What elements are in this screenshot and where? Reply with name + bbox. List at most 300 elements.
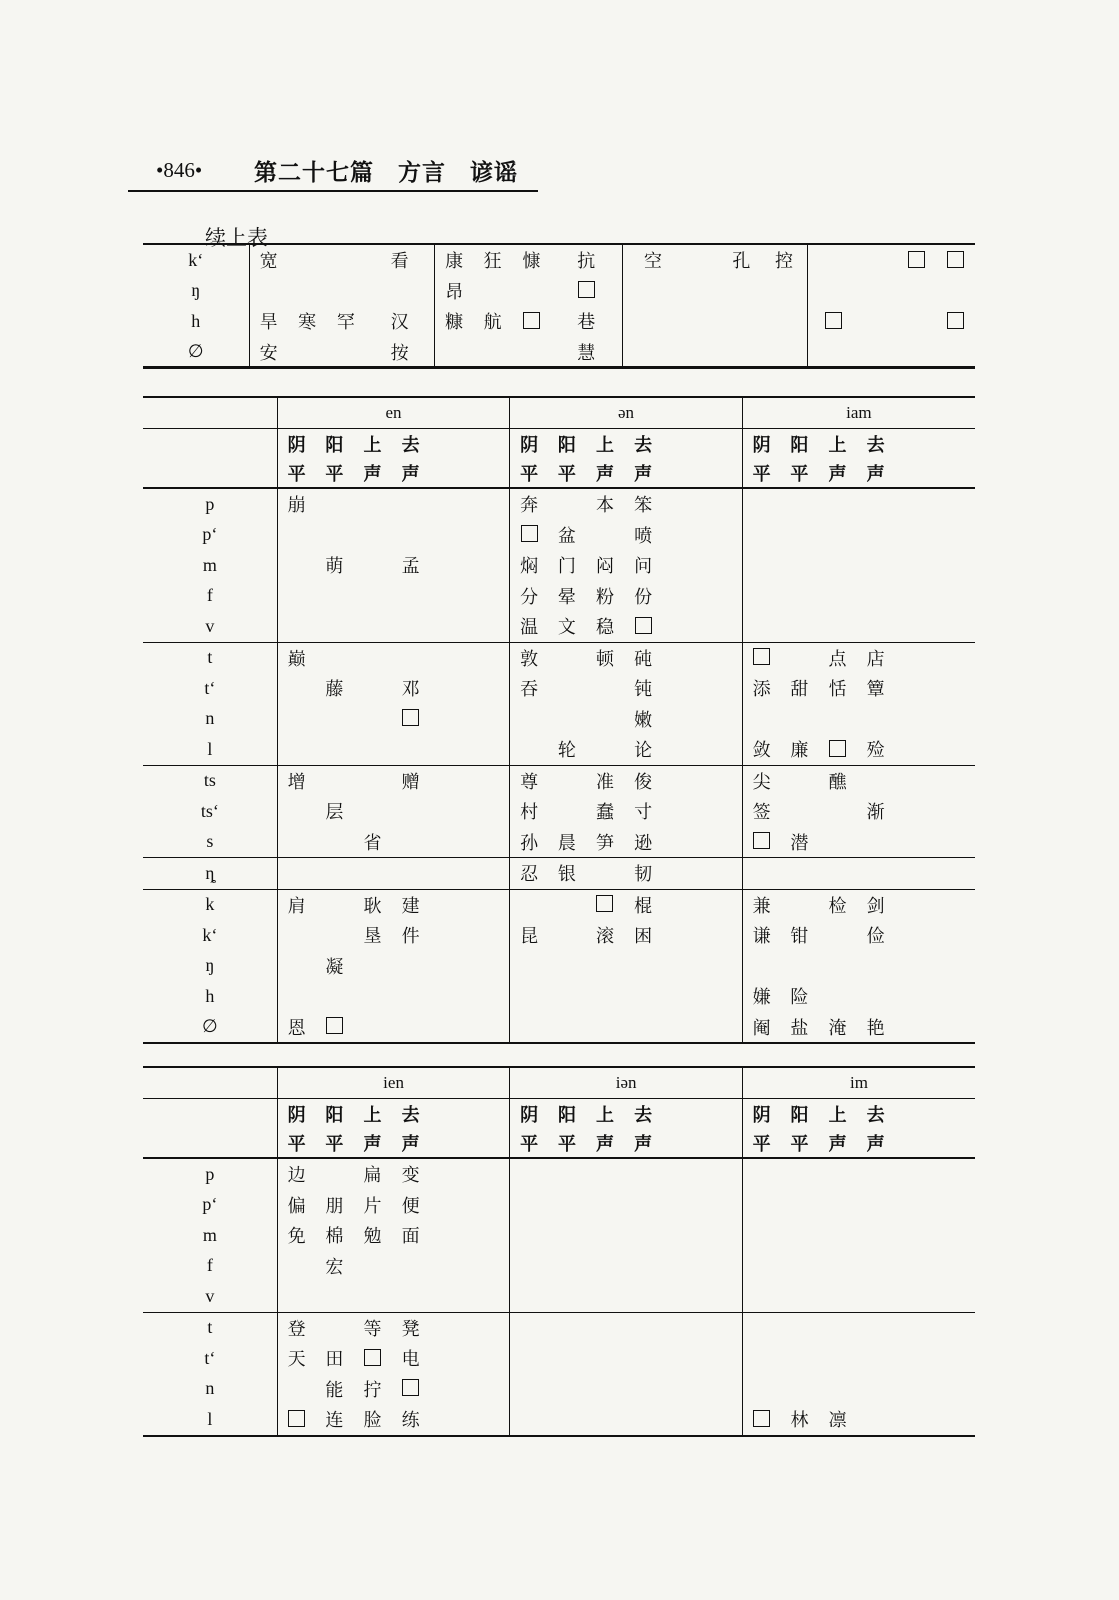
- tone-label-row: [143, 458, 975, 488]
- initial-label: p: [143, 1158, 277, 1190]
- table-cell: [780, 1190, 818, 1221]
- table-cell: [315, 858, 353, 890]
- spacer-cell: [662, 1281, 742, 1312]
- table-cell: 垦: [363, 926, 382, 948]
- final-header: im: [742, 1067, 975, 1099]
- table-cell: 滚: [595, 926, 614, 948]
- table-cell: [548, 920, 586, 951]
- tone-label: 去: [634, 434, 653, 456]
- missing-char-box: [326, 1017, 343, 1034]
- table-row: [143, 642, 975, 673]
- initial-label: m: [143, 1220, 277, 1251]
- tone-label: 阳: [557, 434, 576, 456]
- tone-label: 平: [548, 1128, 586, 1158]
- table-cell: 棉: [325, 1226, 344, 1248]
- table-cell: 奔: [520, 495, 539, 517]
- table-cell: 簟: [866, 679, 885, 701]
- table-cell: [859, 244, 898, 276]
- table-cell: [353, 488, 391, 520]
- table-cell: [548, 1374, 586, 1405]
- missing-char-box: [829, 740, 846, 757]
- table-cell: [818, 951, 856, 982]
- missing-char-box: [947, 312, 964, 329]
- table-cell: 练: [401, 1410, 420, 1432]
- table-cell: 温: [510, 611, 548, 642]
- table-cell: [761, 337, 808, 369]
- table-cell: [624, 1281, 662, 1312]
- table-cell: [624, 1220, 662, 1251]
- table-cell: [392, 488, 430, 520]
- table-cell: 边: [287, 1165, 306, 1187]
- table-cell: [510, 1012, 548, 1044]
- spacer-cell: [895, 1281, 975, 1312]
- tone-label: 声: [586, 1128, 624, 1158]
- table-cell: 恬: [828, 679, 847, 701]
- table-cell: [315, 642, 353, 673]
- table-cell: [277, 581, 315, 612]
- spacer-cell: [895, 827, 975, 858]
- spacer-cell: [662, 704, 742, 735]
- table-cell: [392, 1374, 430, 1405]
- tone-label: 阳: [790, 434, 809, 456]
- table-cell: 签: [752, 802, 771, 824]
- table-cell: [897, 306, 936, 337]
- table-cell: [392, 951, 430, 982]
- spacer-cell: [430, 520, 510, 551]
- spacer-cell: [895, 1190, 975, 1221]
- table-cell: 俭: [866, 926, 885, 948]
- table-cell: [857, 1158, 895, 1190]
- table-cell: [857, 765, 895, 796]
- table-cell: [818, 581, 856, 612]
- table-cell: [683, 276, 722, 307]
- table-cell: [315, 704, 353, 735]
- spacer-cell: [662, 1012, 742, 1044]
- spacer-cell: [895, 704, 975, 735]
- table-cell: 粉: [595, 586, 614, 608]
- table-cell: [586, 889, 624, 920]
- table-row: [143, 1312, 975, 1343]
- spacer-cell: [895, 611, 975, 642]
- missing-char-box: [402, 1379, 419, 1396]
- table-cell: [586, 951, 624, 982]
- table-row: [143, 550, 975, 581]
- table-cell: [742, 488, 780, 520]
- tone-label-row: [143, 429, 975, 459]
- tone-label: 声: [624, 1128, 662, 1158]
- table-cell: 赠: [401, 771, 420, 793]
- table-cell: [548, 642, 586, 673]
- table-cell: [277, 611, 315, 642]
- tone-label: 平: [510, 1128, 548, 1158]
- table-cell: 份: [634, 586, 653, 608]
- table-cell: [315, 488, 353, 520]
- table-cell: [742, 520, 780, 551]
- spacer-cell: [662, 673, 742, 704]
- spacer-cell: [895, 1251, 975, 1282]
- table-cell: [742, 951, 780, 982]
- spacer-cell: [895, 458, 975, 488]
- table-cell: [857, 1251, 895, 1282]
- table-cell: [277, 858, 315, 890]
- table-cell: 分: [520, 586, 539, 608]
- table-cell: [722, 306, 761, 337]
- corner-cell: [143, 397, 277, 429]
- table-cell: [819, 1190, 857, 1221]
- table-cell: [761, 276, 808, 307]
- spacer-cell: [895, 920, 975, 951]
- tone-label: 声: [353, 1128, 391, 1158]
- table-cell: [857, 827, 895, 858]
- table-cell: 扁: [363, 1165, 382, 1187]
- table-cell: [277, 951, 315, 982]
- table-cell: [510, 1158, 548, 1190]
- table-cell: 空: [643, 251, 662, 273]
- initial-label: l: [143, 734, 277, 765]
- spacer-cell: [430, 889, 510, 920]
- spacer-cell: [430, 1343, 510, 1374]
- table-cell: 醮: [828, 771, 847, 793]
- tone-label: 声: [857, 1128, 895, 1158]
- table-cell: [819, 1251, 857, 1282]
- table-cell: [780, 1343, 818, 1374]
- table-row: [143, 673, 975, 704]
- spacer-cell: [430, 458, 510, 488]
- table-cell: 门: [557, 556, 576, 578]
- table-cell: [277, 1281, 315, 1312]
- table-cell: [683, 337, 722, 369]
- table-cell: 韧: [624, 858, 662, 890]
- table-cell: 拧: [363, 1379, 382, 1401]
- spacer-cell: [430, 673, 510, 704]
- table-cell: [548, 765, 586, 796]
- table-cell: [742, 1343, 780, 1374]
- table-cell: [392, 1281, 430, 1312]
- table-cell: [315, 920, 353, 951]
- table-cell: [392, 520, 430, 551]
- tone-label: 平: [548, 458, 586, 488]
- table-cell: 准: [595, 771, 614, 793]
- table-cell: 增: [287, 771, 306, 793]
- table-cell: 电: [401, 1349, 420, 1371]
- table-cell: 昆: [520, 926, 539, 948]
- table-cell: [624, 1190, 662, 1221]
- table-cell: 渐: [866, 802, 885, 824]
- table-cell: 银: [548, 858, 586, 890]
- tone-label: 平: [780, 1128, 818, 1158]
- table-cell: [624, 1158, 662, 1190]
- table-cell: 阉: [752, 1017, 771, 1039]
- spacer-cell: [662, 1128, 742, 1158]
- table-cell: [780, 704, 818, 735]
- table-cell: [353, 1281, 391, 1312]
- spacer-cell: [895, 488, 975, 520]
- table-cell: 棍: [634, 895, 653, 917]
- table-cell: [859, 306, 898, 337]
- spacer-cell: [662, 1190, 742, 1221]
- table-cell: 等: [363, 1318, 382, 1340]
- table-cell: [586, 1220, 624, 1251]
- table-cell: [624, 1343, 662, 1374]
- table-cell: [857, 1404, 895, 1436]
- table-cell: [780, 520, 818, 551]
- table-cell: [353, 704, 391, 735]
- tone-label: 阴: [752, 434, 771, 456]
- table-cell: 宏: [325, 1256, 344, 1278]
- table-cell: [742, 1312, 780, 1343]
- initial-label: l: [143, 1404, 277, 1436]
- spacer-cell: [430, 951, 510, 982]
- missing-char-box: [753, 648, 770, 665]
- missing-char-box: [825, 312, 842, 329]
- spacer-cell: [895, 673, 975, 704]
- spacer-cell: [895, 1012, 975, 1044]
- spacer-cell: [662, 1220, 742, 1251]
- table-row: [143, 337, 975, 369]
- table-cell: 盆: [557, 525, 576, 547]
- spacer-cell: [895, 520, 975, 551]
- table-cell: [315, 1158, 353, 1190]
- table-cell: 焖: [520, 556, 539, 578]
- table-cell: [510, 1404, 548, 1436]
- table-cell: 吞: [520, 679, 539, 701]
- tone-label: 去: [866, 434, 885, 456]
- spacer-cell: [895, 550, 975, 581]
- table-cell: 巷: [551, 306, 622, 337]
- spacer-cell: [895, 1220, 975, 1251]
- table-cell: [586, 1012, 624, 1044]
- table-cell: [315, 981, 353, 1012]
- table-cell: [548, 1190, 586, 1221]
- table-cell: [548, 889, 586, 920]
- tone-label: 阳: [790, 1104, 809, 1126]
- table-cell: [392, 704, 430, 735]
- table-cell: [857, 520, 895, 551]
- table-cell: [512, 276, 551, 307]
- table-cell: [353, 765, 391, 796]
- initial-label: kʻ: [143, 244, 249, 276]
- table-cell: [586, 858, 624, 890]
- table-row: [143, 765, 975, 796]
- initial-label: pʻ: [143, 520, 277, 551]
- table-cell: [780, 642, 818, 673]
- table-cell: [780, 1374, 818, 1405]
- table-cell: [586, 1158, 624, 1190]
- table-cell: [365, 276, 434, 307]
- missing-char-box: [753, 1410, 770, 1427]
- table-cell: 抗: [551, 244, 622, 276]
- tone-label: 平: [315, 1128, 353, 1158]
- table-cell: [624, 951, 662, 982]
- table-cell: 村: [520, 802, 539, 824]
- table-cell: [249, 276, 288, 307]
- initial-label: ∅: [143, 337, 249, 369]
- spacer-cell: [662, 951, 742, 982]
- table-cell: [586, 1312, 624, 1343]
- table-cell: [510, 1220, 548, 1251]
- table-cell: [857, 1220, 895, 1251]
- continued-table: [143, 243, 975, 369]
- spacer-cell: [662, 550, 742, 581]
- table-cell: [315, 765, 353, 796]
- table-cell: [742, 550, 780, 581]
- table-cell: 件: [401, 926, 420, 948]
- table-cell: 孟: [401, 556, 420, 578]
- table-cell: [548, 1012, 586, 1044]
- corner-cell: [143, 1067, 277, 1099]
- spacer-cell: [430, 1312, 510, 1343]
- initial-label: h: [143, 981, 277, 1012]
- initial-label: ts: [143, 765, 277, 796]
- tone-label: 声: [586, 458, 624, 488]
- table-cell: 耿: [363, 895, 382, 917]
- table-cell: [315, 1281, 353, 1312]
- spacer-cell: [662, 734, 742, 765]
- table-row: [143, 734, 975, 765]
- table-cell: [818, 827, 856, 858]
- table-cell: 便: [401, 1195, 420, 1217]
- table-cell: [818, 704, 856, 735]
- table-cell: [780, 951, 818, 982]
- table-cell: [742, 1251, 780, 1282]
- table-row: [143, 951, 975, 982]
- table-cell: [808, 306, 859, 337]
- table-cell: [936, 276, 975, 307]
- table-cell: [780, 1312, 818, 1343]
- table-row: [143, 889, 975, 920]
- table-cell: [473, 276, 512, 307]
- spacer-cell: [430, 765, 510, 796]
- spacer-cell: [430, 1099, 510, 1129]
- table-cell: [586, 673, 624, 704]
- tone-label: 去: [634, 1104, 653, 1126]
- table-cell: 砘: [634, 648, 653, 670]
- table-cell: [586, 1281, 624, 1312]
- spacer-cell: [430, 704, 510, 735]
- table-cell: [277, 550, 315, 581]
- table-cell: [624, 981, 662, 1012]
- table-cell: [315, 520, 353, 551]
- spacer-cell: [895, 429, 975, 459]
- table-cell: [859, 276, 898, 307]
- table-cell: 寸: [634, 802, 653, 824]
- table-cell: 脸: [363, 1410, 382, 1432]
- table-cell: 凛: [828, 1410, 847, 1432]
- table-row: [143, 306, 975, 337]
- tone-label: 阳: [325, 1104, 344, 1126]
- table-cell: 盐: [790, 1017, 809, 1039]
- tone-label: 上: [828, 1104, 847, 1126]
- table-row: [143, 1374, 975, 1405]
- table-row: [143, 276, 975, 307]
- table-cell: [780, 488, 818, 520]
- initial-label: tʻ: [143, 673, 277, 704]
- table-cell: [818, 796, 856, 827]
- table-cell: [315, 1012, 353, 1044]
- missing-char-box: [908, 251, 925, 268]
- spacer-cell: [430, 1220, 510, 1251]
- tone-label: 平: [510, 458, 548, 488]
- initial-label: m: [143, 550, 277, 581]
- table-cell: 层: [325, 802, 344, 824]
- table-cell: [315, 889, 353, 920]
- initial-label: f: [143, 1251, 277, 1282]
- table-cell: [392, 1251, 430, 1282]
- table-cell: 林: [790, 1410, 809, 1432]
- table-cell: 旱: [259, 312, 278, 334]
- table-cell: 片: [363, 1195, 382, 1217]
- table-cell: 检: [828, 895, 847, 917]
- table-cell: [353, 734, 391, 765]
- spacer-cell: [895, 1128, 975, 1158]
- table-cell: [353, 1251, 391, 1282]
- table-cell: [353, 981, 391, 1012]
- table-cell: [818, 520, 856, 551]
- table-cell: 喷: [634, 525, 653, 547]
- table-cell: 免: [287, 1226, 306, 1248]
- table-cell: 狂: [483, 251, 502, 273]
- section-rule: [143, 366, 975, 368]
- tone-label: 去: [866, 1104, 885, 1126]
- spacer-cell: [430, 981, 510, 1012]
- spacer-cell: [430, 734, 510, 765]
- spacer-cell: [895, 858, 975, 890]
- spacer-cell: [662, 1404, 742, 1436]
- final-header: iən: [510, 1067, 743, 1099]
- tone-label-row: [143, 1128, 975, 1158]
- table-cell: [277, 734, 315, 765]
- spacer-cell: [430, 1374, 510, 1405]
- table-cell: [315, 581, 353, 612]
- table-cell: 邓: [401, 679, 420, 701]
- table-cell: [742, 611, 780, 642]
- table-cell: [551, 276, 622, 307]
- tone-label: 上: [828, 434, 847, 456]
- table-cell: [936, 306, 975, 337]
- table-cell: [742, 858, 780, 890]
- spacer-cell: [895, 796, 975, 827]
- table-cell: [548, 1158, 586, 1190]
- table-cell: [683, 306, 722, 337]
- spacer-cell: [895, 1158, 975, 1190]
- table-cell: [742, 1404, 780, 1436]
- spacer-cell: [430, 1251, 510, 1282]
- spacer-cell: [895, 1099, 975, 1129]
- table-cell: [392, 581, 430, 612]
- table-cell: [392, 611, 430, 642]
- table-cell: 孔: [732, 251, 751, 273]
- table-cell: [392, 734, 430, 765]
- continuation-title: 续上表: [205, 226, 268, 250]
- table-cell: [622, 306, 683, 337]
- initial-label: s: [143, 827, 277, 858]
- table-cell: [818, 920, 856, 951]
- table-cell: [392, 981, 430, 1012]
- table-cell: [624, 611, 662, 642]
- table-cell: [512, 306, 551, 337]
- spacer-cell: [430, 581, 510, 612]
- tone-label: 阳: [557, 1104, 576, 1126]
- initial-label: f: [143, 581, 277, 612]
- table-cell: 殓: [857, 734, 895, 765]
- tone-label: 平: [780, 458, 818, 488]
- table-cell: 罕: [336, 312, 355, 334]
- tone-label: 阴: [520, 434, 539, 456]
- missing-char-box: [635, 617, 652, 634]
- table-cell: 连: [325, 1410, 344, 1432]
- missing-char-box: [288, 1410, 305, 1427]
- spacer-cell: [662, 1099, 742, 1129]
